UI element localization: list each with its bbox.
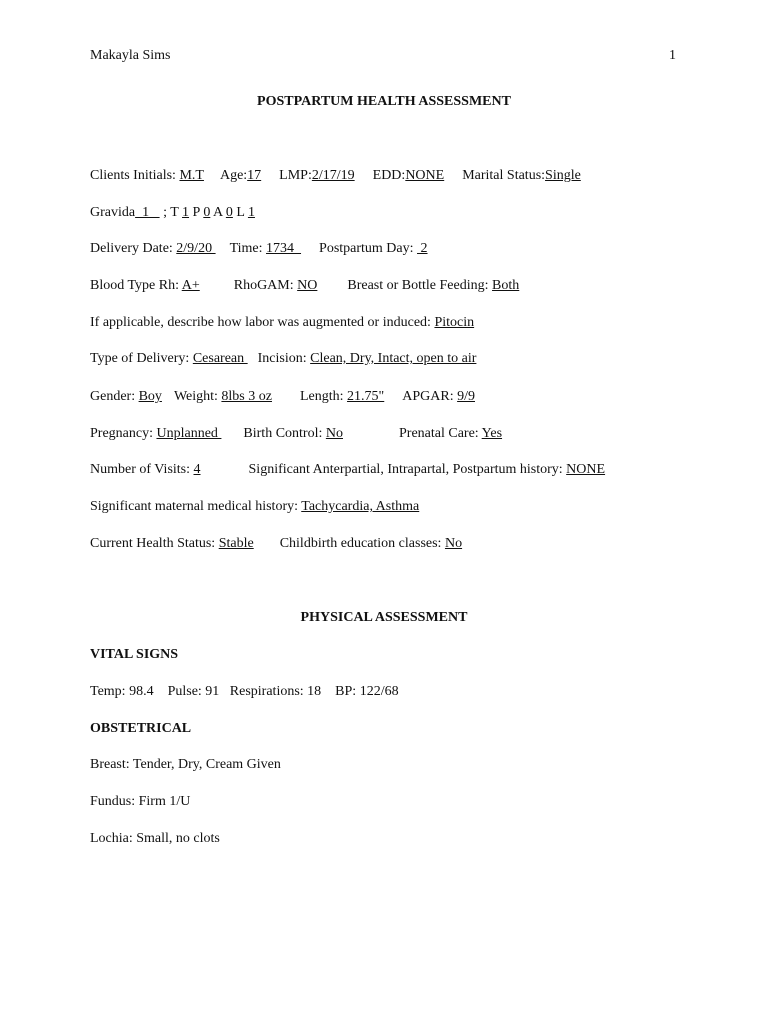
weight-value: 8lbs 3 oz [221,389,272,404]
rhogam-label: RhoGAM: [233,278,298,293]
term-label: ; T [159,205,183,220]
age-value: 17 [247,168,262,183]
fundus-line: Fundus: Firm 1/U [90,794,191,809]
abortion-label: A [210,205,226,220]
delivery-row [90,241,428,257]
delivery-type-value: Cesarean [192,351,248,366]
weight-label: Weight: [173,389,222,404]
time-value: 1734 [266,241,302,256]
health-status-row [90,536,462,552]
edd-label: EDD: [372,168,406,183]
page-number: 1 [669,48,676,63]
length-value: 21.75" [347,389,385,404]
maternal-history-value: Tachycardia, Asthma [301,499,420,514]
delivery-date-value: 2/9/20 [176,241,216,256]
prenatal-care-label: Prenatal Care: [399,426,482,441]
postpartum-day-value: 2 [417,241,428,256]
pregnancy-label: Pregnancy: [90,426,157,441]
gravida-label: Gravida [90,205,136,220]
labor-value: Pitocin [434,315,475,330]
preterm-label: P [189,205,204,220]
blood-row [90,278,519,294]
blood-type-value: A+ [181,278,200,293]
initials-label: Clients Initials: [90,168,180,183]
education-classes-value: No [444,536,463,551]
apgar-value: 9/9 [457,389,475,404]
gravida-row [90,205,255,221]
maternal-history-row [90,499,419,515]
baby-row [90,389,475,405]
incision-label: Incision: [257,351,311,366]
health-status-value: Stable [218,536,254,551]
delivery-type-label: Type of Delivery: [90,351,193,366]
education-classes-label: Childbirth education classes: [279,536,445,551]
feeding-label: Breast or Bottle Feeding: [347,278,493,293]
vital-signs-heading: VITAL SIGNS [90,647,179,662]
client-info-row [90,168,581,184]
author-name: Makayla Sims [90,48,171,63]
pregnancy-value: Unplanned [156,426,222,441]
gender-value: Boy [138,389,162,404]
pregnancy-row [90,426,502,442]
labor-row [90,315,474,331]
delivery-type-row [90,351,476,367]
abortion-value: 0 [225,205,233,220]
rhogam-value: NO [297,278,318,293]
history-label: Significant Anterpartial, Intrapartal, Postpartum history: [248,462,567,477]
maternal-history-label: Significant maternal medical history: [90,499,302,514]
feeding-value: Both [492,278,520,293]
birth-control-label: Birth Control: [243,426,326,441]
marital-label: Marital Status: [462,168,546,183]
living-value: 1 [247,205,255,220]
incision-value: Clean, Dry, Intact, open to air [310,351,477,366]
delivery-date-label: Delivery Date: [90,241,177,256]
prenatal-care-value: Yes [481,426,503,441]
health-status-label: Current Health Status: [90,536,219,551]
obstetrical-heading: OBSTETRICAL [90,721,192,736]
visits-label: Number of Visits: [90,462,194,477]
labor-label: If applicable, describe how labor was augmented or induced: [90,315,435,330]
lmp-value: 2/17/19 [311,168,355,183]
preterm-value: 0 [203,205,211,220]
edd-value: NONE [405,168,445,183]
document-title: POSTPARTUM HEALTH ASSESSMENT [257,94,511,109]
time-label: Time: [229,241,267,256]
gravida-value: 1 [135,205,160,220]
history-value: NONE [566,462,606,477]
initials-value: M.T [179,168,204,183]
breast-line: Breast: Tender, Dry, Cream Given [90,757,281,772]
living-label: L [232,205,248,220]
age-label: Age: [219,168,248,183]
visits-value: 4 [193,462,201,477]
visits-row [90,462,605,478]
lochia-line: Lochia: Small, no clots [90,831,220,846]
gender-label: Gender: [90,389,139,404]
lmp-label: LMP: [279,168,312,183]
apgar-label: APGAR: [402,389,458,404]
blood-type-label: Blood Type Rh: [90,278,182,293]
marital-value: Single [545,168,581,183]
physical-assessment-title: PHYSICAL ASSESSMENT [300,610,468,625]
length-label: Length: [299,389,348,404]
birth-control-value: No [325,426,343,441]
vital-signs-line: Temp: 98.4 Pulse: 91 Respirations: 18 BP: 122/68 [90,684,399,699]
term-value: 1 [182,205,190,220]
postpartum-day-label: Postpartum Day: [319,241,418,256]
